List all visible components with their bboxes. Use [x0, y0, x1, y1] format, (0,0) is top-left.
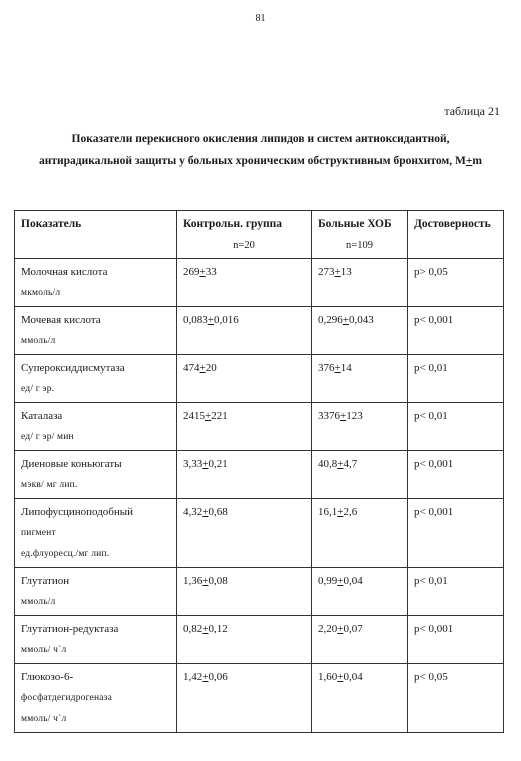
cell-significance: p< 0,01 [408, 355, 504, 403]
cell-indicator [15, 259, 177, 307]
cell-patients-value [312, 499, 408, 568]
indicator-unit: пигмент [21, 528, 56, 538]
cell-patients-value [312, 259, 408, 307]
plus-minus-sign: + [202, 623, 209, 635]
control-mean: 4,32 [183, 506, 203, 518]
cell-significance: p> 0,05 [408, 259, 504, 307]
cell-patients-value [312, 451, 408, 499]
patients-error: 13 [340, 266, 352, 278]
control-mean: 0,82 [183, 623, 203, 635]
cell-control-value [177, 451, 312, 499]
patients-mean: 376 [318, 362, 335, 374]
patients-mean: 0,296 [318, 314, 343, 326]
table-header-row [15, 211, 504, 259]
table-row [15, 664, 504, 733]
column-header-control: Контрольн. группа n=20 [177, 211, 312, 259]
cell-control-value [177, 499, 312, 568]
caption-stat-small-m: m [472, 155, 483, 167]
cell-significance: p< 0,05 [408, 664, 504, 733]
table-row [15, 259, 504, 307]
cell-significance: p< 0,01 [408, 403, 504, 451]
column-header-control-n: n=20 [233, 240, 255, 251]
indicator-name: Каталаза [21, 410, 63, 422]
indicator-name: Глутатион-редуктаза [21, 623, 119, 635]
plus-minus-sign: + [202, 458, 209, 470]
plus-minus-sign: + [334, 362, 341, 374]
indicator-unit: ммоль/ ч`л [21, 645, 67, 655]
control-error: 33 [205, 266, 217, 278]
cell-control-value [177, 403, 312, 451]
cell-indicator [15, 499, 177, 568]
patients-error: 123 [346, 410, 363, 422]
column-header-significance: Достоверность [408, 211, 504, 259]
cell-control-value [177, 664, 312, 733]
cell-control-value [177, 355, 312, 403]
cell-patients-value [312, 616, 408, 664]
caption-line-1: Показатели перекисного окисления липидов и систем антиоксидантной, [71, 133, 450, 145]
control-mean: 3,33 [183, 458, 203, 470]
cell-indicator [15, 403, 177, 451]
plus-minus-sign: + [205, 410, 212, 422]
control-error: 0,21 [208, 458, 228, 470]
indicator-name: Мочевая кислота [21, 314, 101, 326]
control-error: 0,08 [208, 575, 228, 587]
control-error: 0,68 [208, 506, 228, 518]
plus-minus-sign: + [340, 410, 347, 422]
indicator-name: Молочная кислота [21, 266, 108, 278]
cell-control-value [177, 307, 312, 355]
table-row [15, 451, 504, 499]
plus-minus-sign: + [202, 575, 209, 587]
cell-significance: p< 0,001 [408, 616, 504, 664]
cell-control-value [177, 259, 312, 307]
plus-minus-sign: + [337, 671, 344, 683]
cell-significance: p< 0,01 [408, 568, 504, 616]
table-row [15, 616, 504, 664]
plus-minus-sign: + [202, 506, 209, 518]
plus-minus-sign: + [337, 575, 344, 587]
cell-indicator [15, 307, 177, 355]
control-mean: 2415 [183, 410, 205, 422]
control-error: 221 [211, 410, 228, 422]
plus-minus-sign: + [337, 506, 344, 518]
cell-patients-value [312, 664, 408, 733]
cell-indicator [15, 616, 177, 664]
indicator-name: Глюкозо-6- [21, 671, 74, 683]
page-number: 81 [255, 13, 266, 24]
indicator-unit: ммоль/ ч`л [21, 714, 67, 724]
column-header-indicator: Показатель [15, 211, 177, 259]
control-error: 0,016 [213, 314, 239, 326]
indicator-unit: мкмоль/л [21, 288, 61, 298]
caption-stat-m: M [455, 155, 466, 167]
indicator-unit: фосфатдегидрогеназа [21, 693, 113, 703]
patients-mean: 40,8 [318, 458, 338, 470]
caption-line-2 [0, 150, 521, 172]
patients-mean: 273 [318, 266, 335, 278]
cell-patients-value [312, 307, 408, 355]
cell-patients-value [312, 568, 408, 616]
plus-minus-sign: + [337, 623, 344, 635]
plus-minus-sign: + [199, 266, 206, 278]
table-row [15, 403, 504, 451]
table-row [15, 355, 504, 403]
column-header-patients: Больные ХОБ n=109 [312, 211, 408, 259]
patients-mean: 2,20 [318, 623, 338, 635]
plus-minus-sign: + [334, 266, 341, 278]
cell-indicator [15, 664, 177, 733]
table-row [15, 499, 504, 568]
plus-minus-sign: + [199, 362, 206, 374]
indicator-name: Супероксиддисмутаза [21, 362, 125, 374]
patients-error: 14 [340, 362, 352, 374]
patients-error: 0,07 [343, 623, 363, 635]
indicator-unit: ммоль/л [21, 336, 56, 346]
control-mean: 1,36 [183, 575, 203, 587]
indicator-unit: ммоль/л [21, 597, 56, 607]
control-error: 0,06 [208, 671, 228, 683]
indicator-unit: мэкв/ мг лип. [21, 480, 78, 490]
cell-indicator [15, 451, 177, 499]
table-caption [0, 128, 521, 172]
cell-patients-value [312, 403, 408, 451]
plus-minus-sign: + [207, 314, 214, 326]
patients-error: 0,04 [343, 575, 363, 587]
indicator-name: Липофусциноподобный [21, 506, 134, 518]
control-mean: 269 [183, 266, 200, 278]
control-error: 20 [205, 362, 217, 374]
cell-indicator [15, 568, 177, 616]
plus-minus-sign: + [342, 314, 349, 326]
indicator-name: Глутатион [21, 575, 70, 587]
table-label: таблица 21 [444, 104, 500, 118]
plus-minus-sign: + [337, 458, 344, 470]
patients-error: 2,6 [343, 506, 358, 518]
indicator-unit: ед/ г эр/ мин [21, 432, 74, 442]
cell-indicator [15, 355, 177, 403]
table-row [15, 568, 504, 616]
patients-mean: 0,99 [318, 575, 338, 587]
cell-significance: p< 0,001 [408, 451, 504, 499]
indicator-unit: ед/ г эр. [21, 384, 55, 394]
table-row [15, 307, 504, 355]
patients-error: 0,043 [348, 314, 374, 326]
data-table [14, 210, 504, 733]
cell-significance: p< 0,001 [408, 499, 504, 568]
cell-patients-value [312, 355, 408, 403]
column-header-patients-n: n=109 [346, 240, 373, 251]
patients-error: 4,7 [343, 458, 358, 470]
patients-error: 0,04 [343, 671, 363, 683]
cell-control-value [177, 568, 312, 616]
control-mean: 0,083 [183, 314, 208, 326]
caption-line-2-text: антирадикальной защиты у больных хроническим обструктивным бронхитом, [38, 155, 455, 167]
control-error: 0,12 [208, 623, 228, 635]
patients-mean: 16,1 [318, 506, 338, 518]
indicator-unit: ед.флуоресц./мг лип. [21, 549, 110, 559]
patients-mean: 1,60 [318, 671, 338, 683]
control-mean: 1,42 [183, 671, 203, 683]
caption-plus-minus: + [465, 155, 473, 167]
cell-control-value [177, 616, 312, 664]
patients-mean: 3376 [318, 410, 340, 422]
indicator-name: Диеновые коньюгаты [21, 458, 122, 470]
plus-minus-sign: + [202, 671, 209, 683]
cell-significance: p< 0,001 [408, 307, 504, 355]
control-mean: 474 [183, 362, 200, 374]
